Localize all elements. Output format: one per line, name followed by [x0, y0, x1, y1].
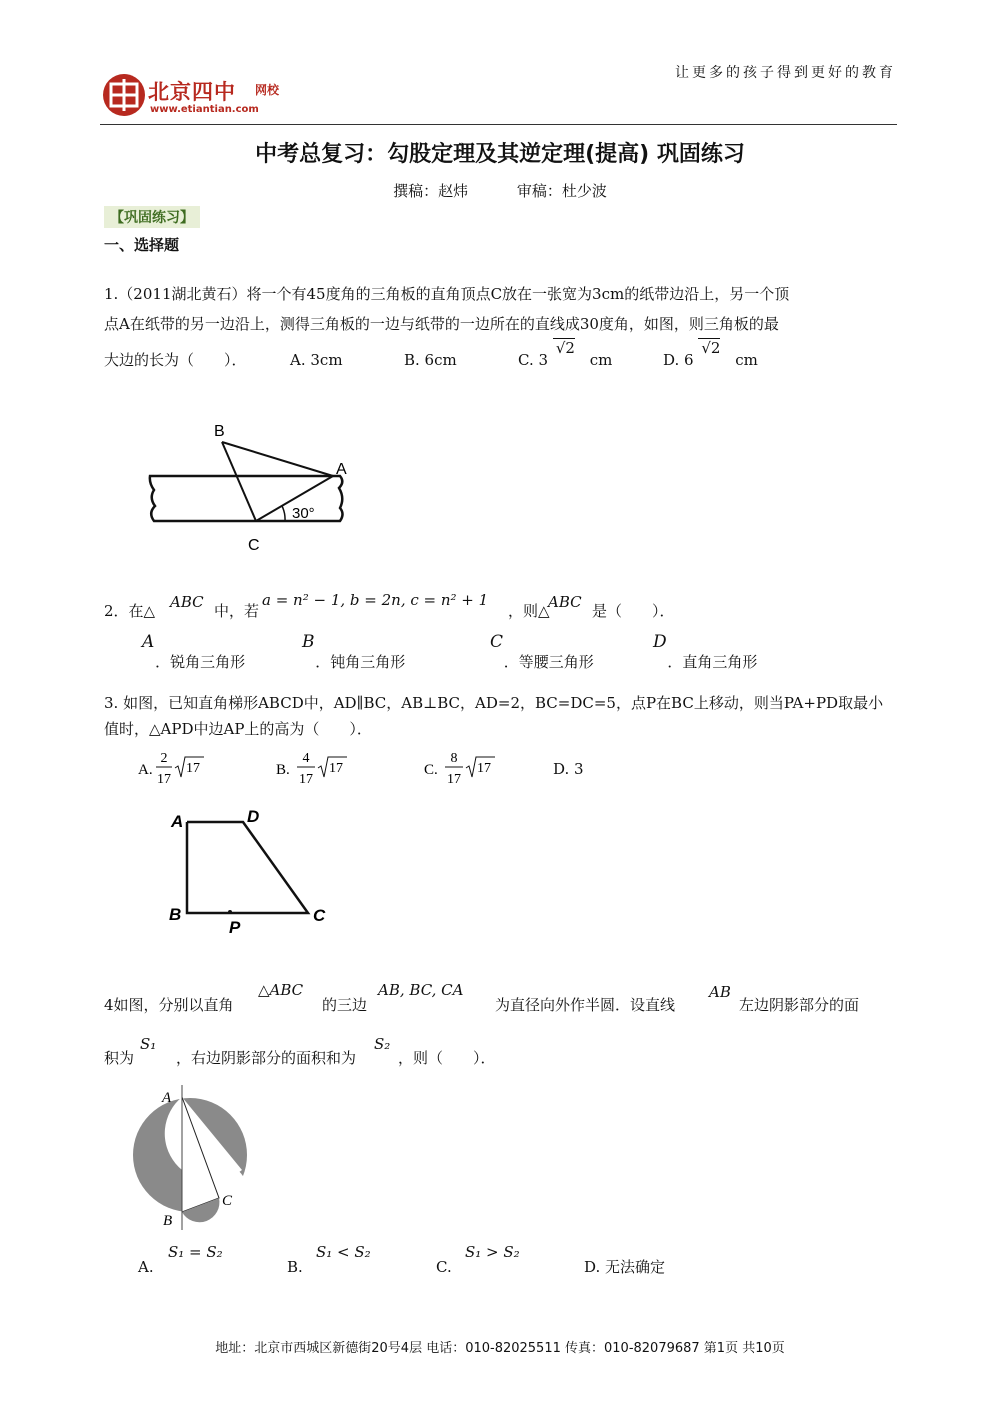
slogan: 让更多的孩子得到更好的教育: [675, 65, 896, 81]
option-label: C.: [424, 762, 438, 778]
label-c: C: [222, 1193, 233, 1209]
label-b: B: [169, 905, 182, 924]
sqrt-2: √2: [698, 338, 720, 357]
numerator: 2: [160, 751, 168, 766]
label-b: B: [163, 1213, 173, 1229]
q4-line2-b: ，右边阴影部分的面积和为: [176, 1049, 357, 1067]
q4-line2-a: 积为: [104, 1049, 135, 1067]
q2-option-d: [653, 632, 761, 671]
q3-line2: 值时，△APD中边AP上的高为（ ）．: [104, 720, 372, 738]
q2-abc: ABC: [170, 593, 204, 611]
numerator: 8: [450, 751, 458, 766]
q1-line1: 1.（2011湖北黄石）将一个有45度角的三角板的直角顶点C放在一张宽为3cm的纸带边沿上，另一个顶: [104, 285, 790, 303]
option-letter: A: [142, 632, 155, 652]
q4-ab: AB: [709, 983, 731, 1001]
label-a: A: [162, 1090, 172, 1106]
logo-text: 北京四中: [148, 80, 236, 104]
option-label: B.: [276, 762, 290, 778]
radicand: 17: [329, 761, 343, 776]
q1-option-d-prefix: D. 6: [663, 351, 694, 369]
footer: 地址：北京市西城区新德街20号4层 电话：010-82025511 传真：010-82079687 第1页 共10页: [215, 1341, 785, 1356]
q4-sides-label: 的三边: [322, 996, 368, 1014]
q1-option-d: [663, 339, 758, 370]
q2-option-a: [142, 632, 249, 671]
authors: [0, 180, 1000, 201]
q1-figure: [140, 418, 355, 558]
q4-figure: [130, 1085, 255, 1235]
q4-sides: AB, BC, CA: [378, 981, 464, 999]
q4-s2: S₂: [374, 1035, 391, 1053]
label-a: A: [336, 461, 347, 478]
q4-option-c-expr: S₁ > S₂: [465, 1243, 520, 1261]
page-title: 中考总复习：勾股定理及其逆定理(提高) 巩固练习: [255, 142, 745, 167]
label-a: A: [171, 812, 184, 831]
label-d: D: [247, 807, 260, 826]
q4-end1: 左边阴影部分的面: [739, 996, 860, 1014]
unit: cm: [735, 351, 758, 369]
q1-line3: 大边的长为（ ）．: [104, 351, 247, 369]
q1-option-c: [518, 339, 613, 370]
q3-line1: 3. 如图，已知直角梯形ABCD中，AD∥BC，AB⊥BC，AD=2，BC=DC=5，点P在BC上移动，则当PA+PD取最小: [104, 694, 884, 712]
q4-option-d: D. 无法确定: [584, 1258, 666, 1276]
option-text: ．等腰三角形: [503, 653, 594, 671]
q3-option-a: [138, 744, 228, 794]
side-ba: [222, 442, 333, 476]
q3-option-b: [276, 744, 366, 794]
q4-triangle: △ABC: [258, 981, 304, 999]
section-tag: 【巩固练习】: [104, 206, 200, 228]
q4-option-b-label: B.: [287, 1258, 303, 1276]
header-divider: [100, 124, 897, 125]
trapezoid: [187, 822, 308, 913]
q2-option-c: [490, 632, 598, 671]
angle-arc: [282, 506, 285, 521]
q3-option-d: D. 3: [553, 760, 584, 778]
q1-option-c-prefix: C. 3: [518, 351, 549, 369]
label-b: B: [214, 423, 225, 440]
denominator: 17: [447, 772, 461, 787]
q2-prefix: 2．在△: [104, 602, 156, 620]
denominator: 17: [299, 772, 313, 787]
writer: 撰稿：赵炜: [393, 182, 469, 200]
q2-abc-2: ABC: [548, 593, 582, 611]
option-text: ．直角三角形: [667, 653, 758, 671]
option-letter: B: [302, 632, 315, 652]
option-text: ．钝角三角形: [315, 653, 406, 671]
radicand: 17: [186, 761, 200, 776]
reviewer: 审稿：杜少波: [516, 182, 607, 200]
q1-option-b: B. 6cm: [404, 351, 457, 369]
q4-mid: 为直径向外作半圆．设直线: [495, 996, 676, 1014]
q1-line2: 点A在纸带的另一边沿上，测得三角板的一边与纸带的一边所在的直线成30度角，如图，则三角板的最: [104, 315, 779, 333]
point-p: [228, 910, 232, 914]
q4-option-a-expr: S₁ = S₂: [168, 1243, 223, 1261]
label-c: C: [313, 906, 326, 925]
denominator: 17: [157, 772, 171, 787]
option-label: A.: [138, 762, 153, 778]
option-text: ．锐角三角形: [155, 653, 246, 671]
q3-figure: [165, 805, 340, 935]
q4-line2-c: ，则（ ）．: [398, 1049, 496, 1067]
section-title: 一、选择题: [104, 236, 180, 254]
side-bc: [222, 442, 256, 521]
label-p: P: [229, 918, 241, 935]
q1-option-a: A. 3cm: [290, 351, 343, 369]
radicand: 2: [710, 339, 721, 357]
sqrt-2: √2: [553, 338, 575, 357]
q2-option-b: [302, 632, 409, 671]
q4-prefix: 4如图，分别以直角: [104, 996, 234, 1014]
radicand: 2: [565, 339, 575, 357]
q4-option-c-label: C.: [436, 1258, 452, 1276]
logo-net-text: 网校: [255, 83, 280, 97]
q4-option-b-expr: S₁ < S₂: [316, 1243, 371, 1261]
option-letter: C: [490, 632, 504, 652]
q3-option-c: [424, 744, 514, 794]
numerator: 4: [302, 751, 310, 766]
radicand: 17: [477, 761, 491, 776]
q2-then: ，则△: [508, 602, 550, 620]
q2-mid: 中，若: [214, 602, 260, 620]
q2-formula: a = n² − 1, b = 2n, c = n² + 1: [262, 591, 489, 609]
q4-s1: S₁: [140, 1035, 157, 1053]
q4-option-a-label: A.: [138, 1258, 154, 1276]
unit: cm: [589, 351, 613, 369]
logo-emblem-icon: [100, 70, 150, 120]
q2-is: 是（ ）．: [592, 602, 675, 620]
label-angle: 30°: [292, 505, 315, 522]
label-c: C: [248, 537, 260, 554]
logo-url: www.etiantian.com: [150, 104, 259, 115]
option-letter: D: [653, 632, 667, 652]
